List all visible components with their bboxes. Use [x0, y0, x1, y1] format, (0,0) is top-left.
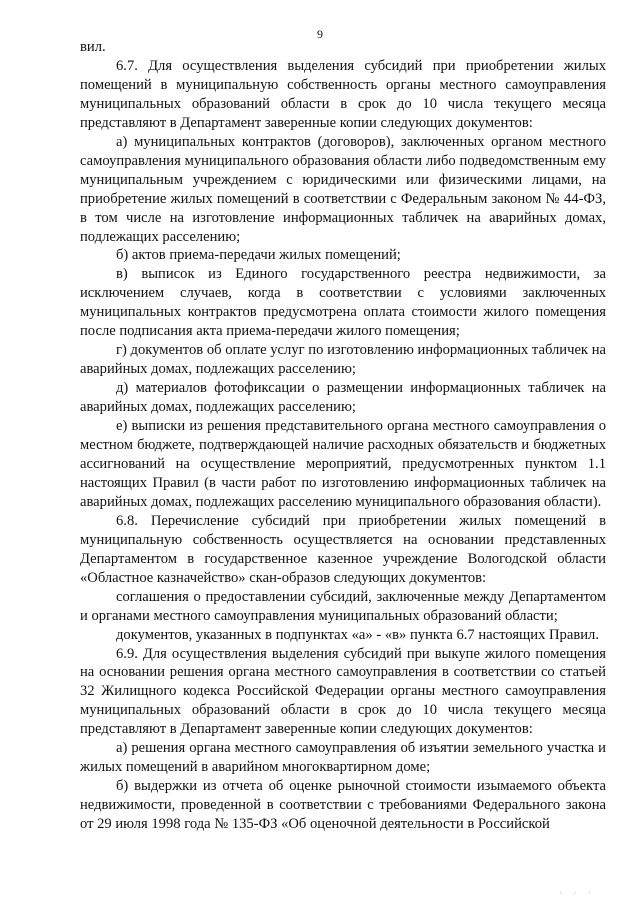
- paragraph-6-7-g: г) документов об оплате услуг по изготовлению информационных табличек на аварийных домах, подлежащих расселению;: [80, 342, 606, 378]
- paragraph-6-9: 6.9. Для осуществления выделения субсидий при выкупе жилого помещения на основании решения органа местного самоуправления в соответствии со статьей 32 Жилищного кодекса Российской Федерации органы местного самоуправления муниципальных образований области в срок до 10 числа текущего месяца представляют в Департамент заверенные копии следующих документов:: [80, 645, 606, 738]
- paragraph-continuation: вил.: [80, 39, 106, 55]
- paragraph-6-7-d: д) материалов фотофиксации о размещении информационных табличек на аварийных домах, подлежащих расселению;: [80, 380, 606, 416]
- paragraph-6-7-a: а) муниципальных контрактов (договоров), заключенных органом местного самоуправления муниципального образования области либо подведомственным ему муниципальным учреждением с юридическими или физическими лицами, на приобретение жилых помещений в соответствии с Федеральным законом № 44-ФЗ, в том числе на изготовление информационных табличек на аварийных домах, подлежащих расселению;: [80, 133, 606, 245]
- paragraph-6-7-v: в) выписок из Единого государственного реестра недвижимости, за исключением случаев, когда в соответствии с условиями заключенных муниципальных контрактов предусмотрена оплата стоимости жилого помещения после подписания акта приема-передачи жилого помещения;: [80, 266, 606, 340]
- paragraph-6-9-b: б) выдержки из отчета об оценке рыночной стоимости изымаемого объекта недвижимости, проведенной в соответствии с требованиями Федерального закона от 29 июля 1998 года № 135-ФЗ «Об оценочной деятельности в Российской: [80, 778, 606, 833]
- paragraph-6-7-e: е) выписки из решения представительного органа местного самоуправления о местном бюджете, подтверждающей наличие расходных обязательств и бюджетных ассигнований на осуществление мероприятий, предусмотренных пунктом 1.1 настоящих Правил (в части работ по изготовлению информационных табличек на аварийных домах, подлежащих расселению муниципального образования области).: [80, 418, 606, 510]
- paragraph-6-9-a: а) решения органа местного самоуправления об изъятии земельного участка и жилых помещений в аварийном многоквартирном доме;: [80, 740, 606, 776]
- paragraph-6-7-b: б) актов приема-передачи жилых помещений;: [116, 247, 401, 264]
- paragraph-6-8-documents: документов, указанных в подпунктах «а» - «в» пункта 6.7 настоящих Правил.: [116, 626, 599, 643]
- paragraph-6-7: 6.7. Для осуществления выделения субсидий при приобретении жилых помещений в муниципальную собственность органы местного самоуправления муниципальных образований области в срок до 10 числа текущего месяца представляют в Департамент заверенные копии следующих документов:: [80, 57, 606, 131]
- page-number: 9: [317, 27, 323, 41]
- scan-artifact-marks: ' ' ': [560, 892, 597, 898]
- paragraph-6-8-agreements: соглашения о предоставлении субсидий, заключенные между Департаментом и органами местного самоуправления муниципальных образований области;: [80, 588, 606, 624]
- paragraph-6-8: 6.8. Перечисление субсидий при приобретении жилых помещений в муниципальную собственность осуществляется на основании представленных Департаментом в государственное казенное учреждение Вологодской области «Областное казначейство» скан-образов следующих документов:: [80, 512, 606, 586]
- document-body: [80, 38, 606, 834]
